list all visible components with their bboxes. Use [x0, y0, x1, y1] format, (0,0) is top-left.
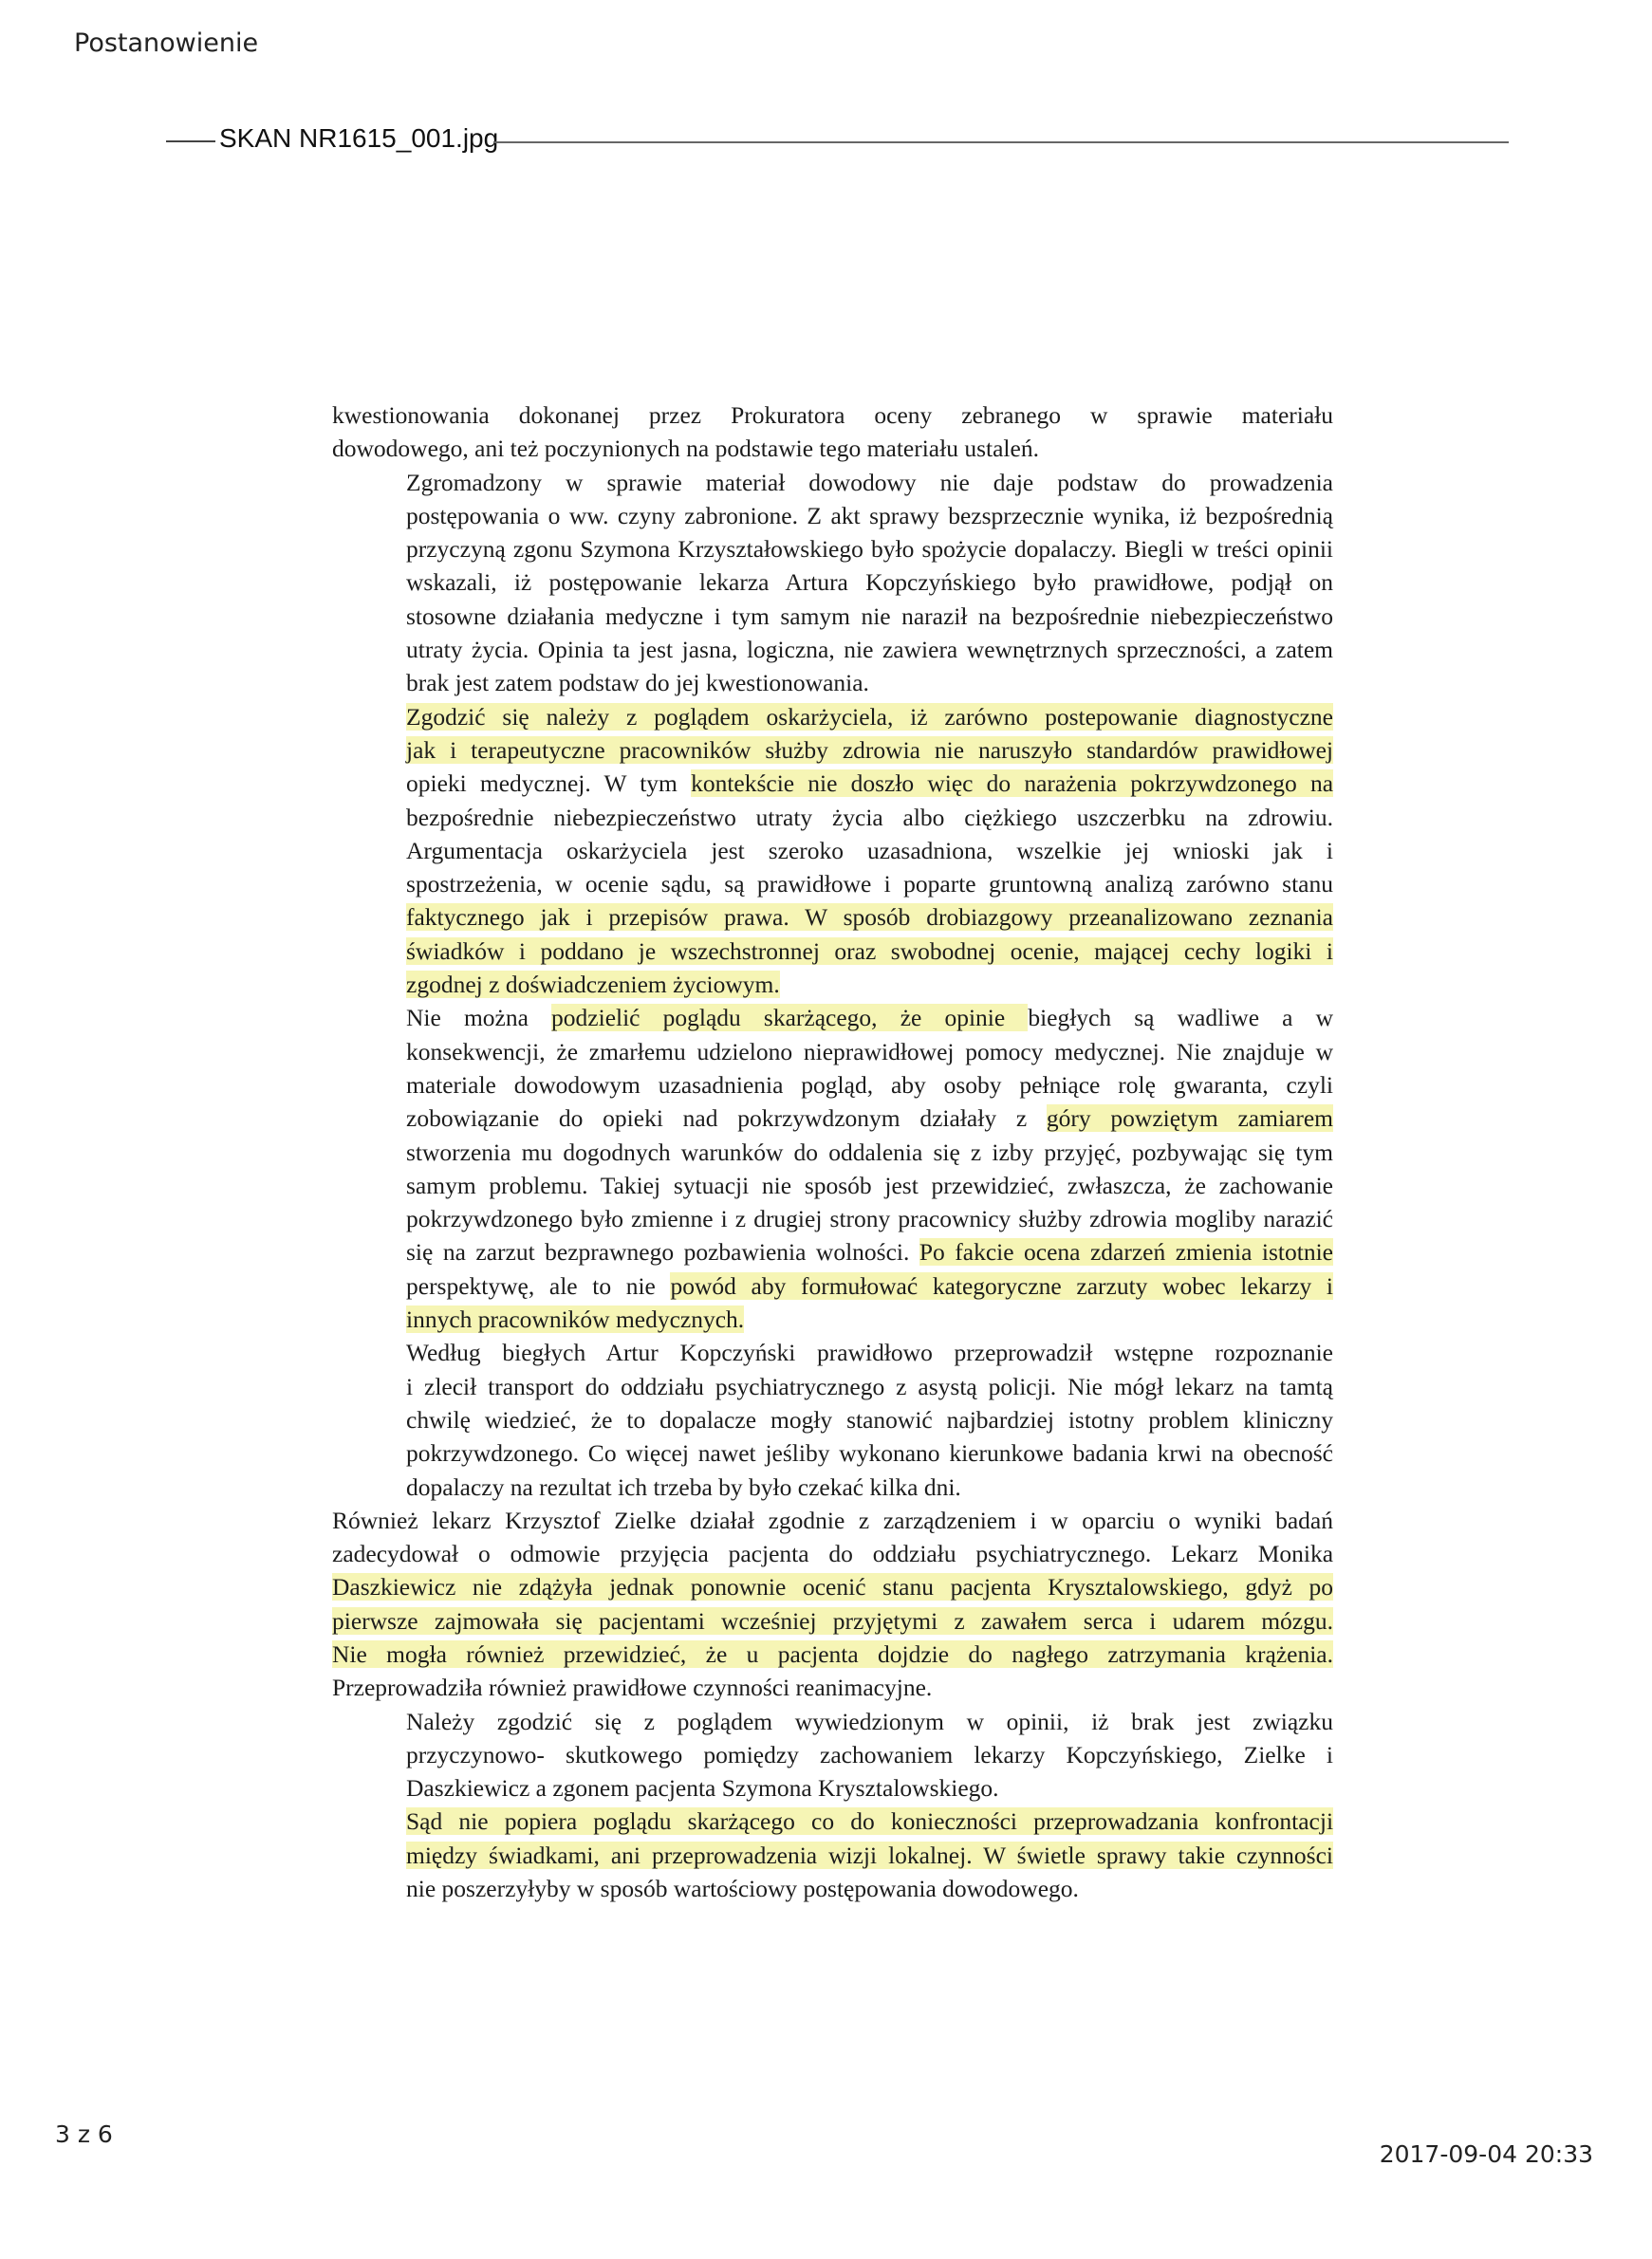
- paragraph: [332, 1001, 1333, 1336]
- text-line: utraty życia. Opinia ta jest jasna, logiczna, nie zawiera wewnętrznych sprzeczności, a zatem: [406, 636, 1333, 664]
- paragraph: [332, 1805, 1333, 1905]
- text-line: zgodnej z doświadczeniem życiowym.: [406, 971, 780, 999]
- paragraph: [332, 398, 1333, 466]
- text-line: i zlecił transport do oddziału psychiatrycznego z asystą policji. Nie mógł lekarz na tamtą: [406, 1372, 1333, 1400]
- text-line: stosowne działania medyczne i tym samym nie naraził na bezpośrednie niebezpieczeństwo: [406, 602, 1333, 630]
- text-line: samym problemu. Takiej sytuacji nie sposób jest przewidzieć, zwłaszcza, że zachowanie: [406, 1171, 1333, 1199]
- text-line: Argumentacja oskarżyciela jest szeroko uzasadniona, wszelkie jej wnioski jak i: [406, 836, 1333, 864]
- text-line: dopalaczy na rezultat ich trzeba by było czekać kilka dni.: [406, 1472, 961, 1501]
- paragraph: [332, 1504, 1333, 1705]
- text-line: przyczyną zgonu Szymona Krzyształowskiego było spożycie dopalaczy. Biegli w treści opinii: [406, 535, 1333, 564]
- text-line: Nie można podzielić poglądu skarżącego, że opinie biegłych są wadliwe a w: [406, 1004, 1334, 1032]
- file-label-row: [166, 121, 1509, 159]
- paragraph: [332, 1336, 1333, 1503]
- text-line: chwilę wiedzieć, że to dopalacze mogły stanowić najbardziej istotny problem kliniczny: [406, 1405, 1333, 1434]
- text-line: stworzenia mu dogodnych warunków do oddalenia się z izby przyjęć, pozbywając się tym: [406, 1138, 1333, 1166]
- text-line: zadecydował o odmowie przyjęcia pacjenta do oddziału psychiatrycznego. Lekarz Monika: [332, 1540, 1334, 1568]
- text-line: dowodowego, ani też poczynionych na podstawie tego materiału ustaleń.: [332, 435, 1039, 463]
- text-line: spostrzeżenia, w ocenie sądu, są prawidłowe i poparte gruntowną analizą zarówno stanu: [406, 870, 1333, 898]
- document-body: [332, 398, 1333, 1905]
- text-line: zobowiązanie do opieki nad pokrzywdzonym działały z góry powziętym zamiarem: [406, 1104, 1333, 1133]
- text-line: Również lekarz Krzysztof Zielke działał zgodnie z zarządzeniem i w oparciu o wyniki badań: [332, 1506, 1333, 1534]
- text-line: Daszkiewicz nie zdążyła jednak ponownie ocenić stanu pacjenta Krysztalowskiego, gdyż po: [332, 1573, 1334, 1602]
- text-line: materiale dowodowym uzasadnienia pogląd, aby osoby pełniące rolę gwaranta, czyli: [406, 1070, 1333, 1099]
- text-line: konsekwencji, że zmarłemu udzielono nieprawidłowej pomocy medycznej. Nie znajduje w: [406, 1037, 1333, 1065]
- paragraph: [332, 466, 1333, 700]
- text-line: się na zarzut bezprawnego pozbawienia wolności. Po fakcie ocena zdarzeń zmienia istotnie: [406, 1238, 1334, 1267]
- text-line: Według biegłych Artur Kopczyński prawidłowo przeprowadził wstępne rozpoznanie: [406, 1339, 1333, 1367]
- text-line: innych pracowników medycznych.: [406, 1305, 745, 1334]
- text-line: Daszkiewicz a zgonem pacjenta Szymona Krysztalowskiego.: [406, 1774, 999, 1803]
- text-line: jak i terapeutyczne pracowników służby zdrowia nie naruszyło standardów prawidłowej: [406, 735, 1334, 764]
- text-line: Sąd nie popiera poglądu skarżącego co do konieczności przeprowadzania konfrontacji: [406, 1807, 1334, 1836]
- text-line: faktycznego jak i przepisów prawa. W sposób drobiazgowy przeanalizowano zeznania: [406, 903, 1333, 932]
- text-line: postępowania o ww. czyny zabronione. Z akt sprawy bezsprzecznie wynika, iż bezpośrednią: [406, 501, 1333, 529]
- file-label-rule-right: [493, 141, 1509, 143]
- text-line: brak jest zatem podstaw do jej kwestionowania.: [406, 669, 869, 697]
- text-line: perspektywę, ale to nie powód aby formułować kategoryczne zarzuty wobec lekarzy i: [406, 1271, 1333, 1300]
- text-line: Zgodzić się należy z poglądem oskarżyciela, iż zarówno postepowanie diagnostyczne: [406, 702, 1333, 731]
- text-line: Zgromadzony w sprawie materiał dowodowy nie daje podstaw do prowadzenia: [406, 468, 1333, 496]
- file-label-rule-left: [166, 140, 215, 142]
- paragraph: [332, 1705, 1333, 1805]
- print-header-title: Postanowienie: [74, 28, 259, 58]
- text-line: bezpośrednie niebezpieczeństwo utraty życia albo ciężkiego uszczerbku na zdrowiu.: [406, 803, 1333, 831]
- page-number: 3 z 6: [55, 2120, 113, 2148]
- file-label: SKAN NR1615_001.jpg: [219, 123, 499, 153]
- text-line: pokrzywdzonego było zmienne i z drugiej strony pracownicy służby zdrowia mogliby narazić: [406, 1205, 1333, 1233]
- text-line: między świadkami, ani przeprowadzenia wizji lokalnej. W świetle sprawy takie czynności: [406, 1841, 1333, 1869]
- text-line: świadków i poddano je wszechstronnej oraz swobodnej ocenie, mającej cechy logiki i: [406, 936, 1333, 965]
- text-line: kwestionowania dokonanej przez Prokuratora oceny zebranego w sprawie materiału: [332, 401, 1333, 429]
- paragraph: [332, 700, 1333, 1002]
- text-line: pierwsze zajmowała się pacjentami wcześniej przyjętymi z zawałem serca i udarem mózgu.: [332, 1606, 1333, 1635]
- text-line: opieki medycznej. W tym kontekście nie doszło więc do narażenia pokrzywdzonego na: [406, 769, 1334, 798]
- text-line: nie poszerzyłyby w sposób wartościowy postępowania dowodowego.: [406, 1875, 1079, 1903]
- text-line: przyczynowo- skutkowego pomiędzy zachowaniem lekarzy Kopczyńskiego, Zielke i: [406, 1740, 1333, 1768]
- print-timestamp: 2017-09-04 20:33: [1379, 2140, 1593, 2168]
- text-line: pokrzywdzonego. Co więcej nawet jeśliby wykonano kierunkowe badania krwi na obecność: [406, 1439, 1333, 1468]
- text-line: Nie mogła również przewidzieć, że u pacjenta dojdzie do nagłego zatrzymania krążenia.: [332, 1639, 1334, 1668]
- text-line: wskazali, iż postępowanie lekarza Artura Kopczyńskiego było prawidłowe, podjął on: [406, 568, 1333, 597]
- text-line: Przeprowadziła również prawidłowe czynności reanimacyjne.: [332, 1674, 933, 1702]
- text-line: Należy zgodzić się z poglądem wywiedzionym w opinii, iż brak jest związku: [406, 1707, 1333, 1735]
